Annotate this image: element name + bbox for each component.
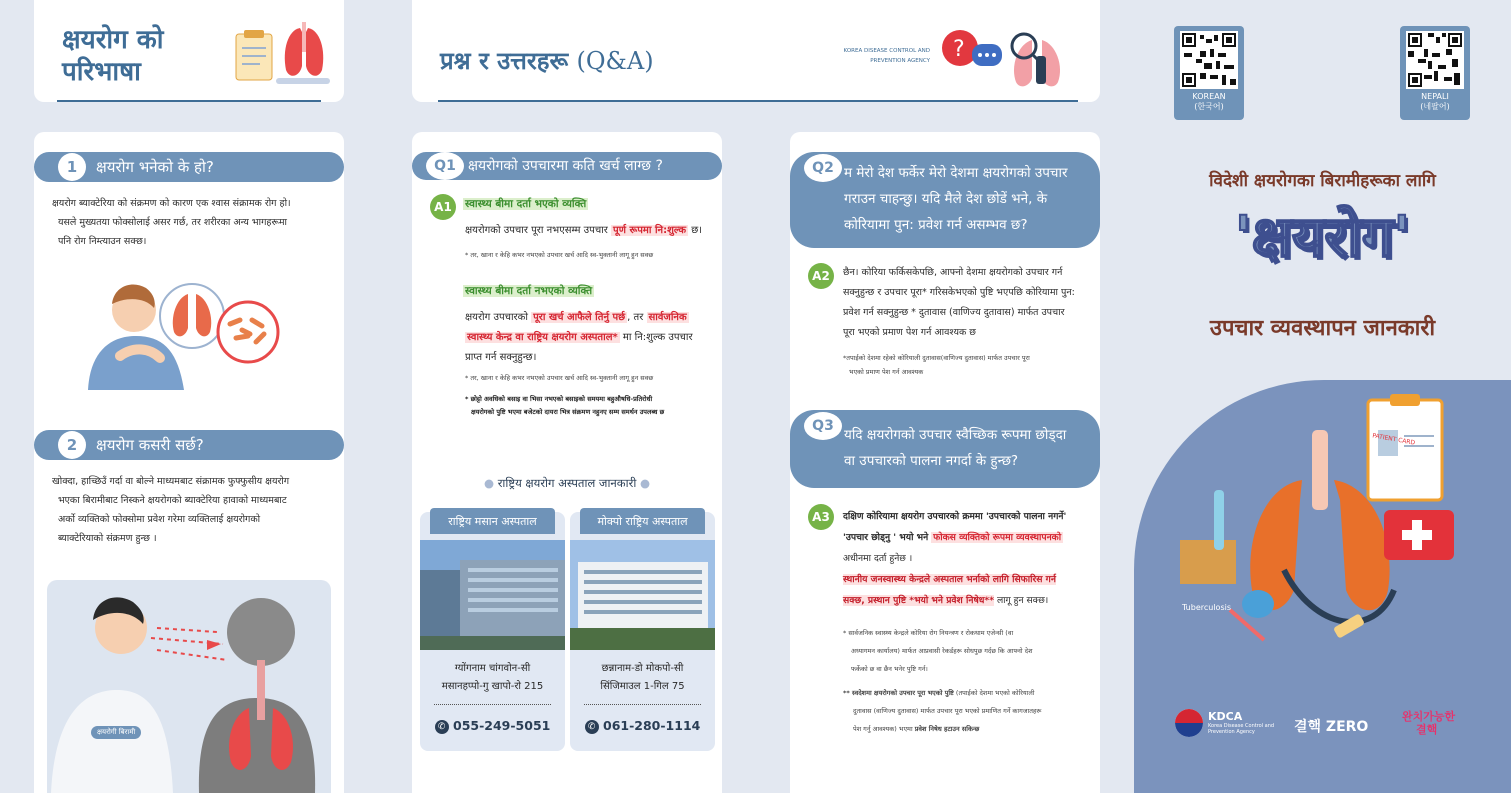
- a1-uninsured-label: स्वास्थ्य बीमा दर्ता नभएको व्यक्ति: [465, 285, 593, 297]
- cover-subtitle2: उपचार व्यवस्थापन जानकारी: [1209, 316, 1436, 341]
- panel1-header-line: [57, 100, 321, 102]
- qr-label: NEPALI (네팔어): [1420, 92, 1450, 111]
- phone-icon: ✆: [435, 720, 449, 734]
- hospital-address: ग्योंगनाम चांगवोन-सी मसानहप्पो-गु खापो-रो 215: [441, 663, 544, 692]
- section2-body: [52, 472, 337, 548]
- a3-note1: * सार्वजनिक स्वास्थ्य केन्द्रले कोरिया रोग नियन्त्रण र रोकथाम एजेन्सी (वा अध्यागमन कार्यालय) मार्फत आप्रवासी रेकर्डहरू सोधपुछ गर्दछ कि आफ्नो देश फर्केको छ वा छैन भनेर पुष्टि गर्न।: [843, 629, 1033, 673]
- section1-number: 1: [58, 153, 86, 181]
- zero-logo: 결핵 ZERO: [1294, 719, 1369, 735]
- divider: [434, 704, 551, 705]
- q3-badge: Q3: [804, 412, 842, 440]
- a1-insured-label: स्वास्थ्य बीमा दर्ता भएको व्यक्ति: [465, 198, 587, 210]
- a3-body: दक्षिण कोरियामा क्षयरोग उपचारको क्रममा 'उपचारको पालना नगर्ने' 'उपचार छोड्नु ' भयो भने फोकस व्यक्तिको रूपमा व्यवस्थापनको अधीनमा दर्ता हुनेछ । स्थानीय जनस्वास्थ्य केन्द्रले अस्पताल भर्नाको लागि सिफारिस गर्न सक्छ, प्रस्थान पुष्टि *भयो भने प्रवेश निषेध** लागू हुन सक्छ।: [843, 511, 1067, 606]
- cure-logo: 완치가능한 결핵: [1402, 710, 1456, 736]
- phone-icon: ✆: [585, 720, 599, 734]
- tuberculosis-label: Tuberculosis: [1182, 603, 1231, 612]
- hospital-name: मोक्पो राष्ट्रिय अस्पताल: [580, 508, 705, 534]
- qr-label: KOREAN (한국어): [1192, 92, 1226, 111]
- qr-code-icon: [1406, 31, 1464, 89]
- hospital-card-masan: [420, 512, 565, 751]
- a1-badge: A1: [430, 194, 456, 220]
- a1-insured-text: क्षयरोगको उपचार पूरा नभएसम्म उपचार पूर्ण रूपमा नि:शुल्क छ।: [465, 225, 703, 236]
- section1-body: [52, 194, 332, 251]
- qr-code-icon: [1180, 31, 1238, 89]
- q2-badge: Q2: [804, 154, 842, 182]
- lung-doctor-illustration: [230, 20, 330, 90]
- agency-name: KOREA DISEASE CONTROL AND PREVENTION AGENCY: [843, 48, 930, 64]
- section1-line: पनि रोग निम्त्याउन सक्छ।: [58, 236, 147, 247]
- hospital-phone: ✆ 055-249-5051: [420, 718, 565, 734]
- qa-lungs-illustration: [940, 26, 1080, 92]
- section2-line: अर्को व्यक्तिको फोक्सोमा प्रवेश गरेमा व्यक्तिलाई क्षयरोगको: [58, 514, 261, 525]
- q1-badge: Q1: [426, 152, 464, 180]
- a3-note2: ** स्वदेशमा क्षयरोगको उपचार पूरा भएको पुष्टि (तपाईको देशमा भएको कोरियाली दुतावास (वाणिज्य दुतावास) मार्फत उपचार पूरा भएको प्रमाणित गर्ने कागजातहरू पेश गर्नु आवश्यक) भएमा प्रवेश निषेध हटाउन सकिन्छ: [843, 689, 1042, 733]
- cover-main-title: 'क्षयरोग': [1234, 205, 1411, 270]
- a1-insured-note: * तर, खाना र केहि कभर नभएको उपचार खर्च आदि स्व-भुक्तानी लागू हुन सक्छ: [465, 251, 654, 259]
- person-with-lungs-illustration: [80, 272, 300, 392]
- a2-badge: A2: [808, 263, 834, 289]
- section2-line: खोक्दा, हाच्छिउँ गर्दा वा बोल्ने माध्यमबाट संक्रामक फुफ्फुसीय क्षयरोग: [52, 476, 290, 487]
- section1-line: यसले मुख्यतया फोक्सोलाई असर गर्छ, तर शरीरका अन्य भागहरूमा: [58, 217, 287, 228]
- coughing-transmission-icon: [47, 580, 331, 793]
- kdca-emblem-icon: [1174, 708, 1204, 738]
- q2-question: Q2 म मेरो देश फर्केर मेरो देशमा क्षयरोगको उपचार गराउन चाहन्छु। यदि मैले देश छोडें भने, के कोरियामा पुन: प्रवेश गर्न असम्भव छ?: [790, 152, 1100, 248]
- qr-korean[interactable]: [1174, 26, 1244, 120]
- panel1-title: क्षयरोग को परिभाषा: [62, 25, 164, 87]
- a3-badge: A3: [808, 504, 834, 530]
- divider: [584, 704, 701, 705]
- hospital-address: छन्नानाम-डो मोकपो-सी सिंजिमाउल 1-गिल 75: [600, 663, 685, 692]
- cover-subtitle: विदेशी क्षयरोगका बिरामीहरूका लागि: [1209, 171, 1436, 191]
- a2-note: *तपाईको देशमा रहेको कोरियाली दुतावास(वाणिज्य दुतावास) मार्फत उपचार पूरा भएको प्रमाण पेश गर्न आवश्यक: [843, 354, 1030, 376]
- hospital-card-mokpo: [570, 512, 715, 751]
- a2-body: छैन। कोरिया फर्किसकेपछि, आफ्नो देशमा क्षयरोगको उपचार गर्न सक्नुहुन्छ र उपचार पूरा* गरिसकेभएको पुष्टि भएपछि कोरियामा पुन: प्रवेश गर्न सक्नुहुन्छ * दुतावास (वाणिज्य दुतावास) मार्फत उपचार पूरा भएको प्रमाण पेश गर्न आवश्यक छ: [843, 267, 1075, 338]
- transmission-illustration-box: [47, 580, 331, 793]
- section2-line: भएका बिरामीबाट निस्कने क्षयरोगको ब्याक्टेरिया हावाको माध्यमबाट: [58, 495, 287, 506]
- q1-question: Q1 क्षयरोगको उपचारमा कति खर्च लाग्छ ?: [412, 152, 722, 180]
- section1-line: क्षयरोग ब्याक्टेरिया को संक्रमण को कारण एक श्वास संक्रामक रोग हो।: [52, 198, 291, 209]
- hospital-building-photo: [420, 540, 565, 650]
- section2-line: ब्याक्टेरियाको संक्रमण हुन्छ ।: [58, 533, 157, 544]
- panel2-title: प्रश्न र उत्तरहरू (Q&A): [440, 47, 654, 75]
- section1-heading: 1 क्षयरोग भनेको के हो?: [34, 152, 344, 182]
- a1-uninsured-note: * तर, खाना र केहि कभर नभएको उपचार खर्च आदि स्व-भुक्तानी लागू हुन सक्छ: [465, 374, 654, 382]
- lungs-lab-illustration: [1134, 390, 1511, 680]
- patient-card-label: PATIENT CARD: [1371, 432, 1416, 447]
- patient-tag: क्षयरोगी बिरामी: [91, 726, 141, 739]
- kdca-logo: KDCA Korea Disease Control and Prevention Agency: [1174, 708, 1274, 738]
- panel2-header-line: [438, 100, 1078, 102]
- svg-text:?: ?: [953, 37, 965, 62]
- a1-bold-note: * छोट्टो अवधिको बसाइ वा भिसा नभएको बसाइको समयमा बहुऔषधि-प्रतिरोधी क्षयरोगको पुष्टि भएमा बजेटको दायरा भित्र संक्रमण नहुनए सम्म समर्थन उपलब्ध छ: [465, 395, 665, 416]
- qr-nepali[interactable]: [1400, 26, 1470, 120]
- hospital-building-photo: [570, 540, 715, 650]
- hospital-name: राष्ट्रिय मसान अस्पताल: [430, 508, 555, 534]
- a1-uninsured-text: क्षयरोग उपचारको पूरा खर्च आफैले तिर्नु पर्छ , तर सार्वजनिक स्वास्थ्य केन्द्र वा राष्ट्रिय क्षयरोग अस्पताल* मा नि:शुल्क उपचार प्राप्त गर्न सक्नुहुन्छ।: [465, 312, 693, 363]
- hospital-phone: ✆ 061-280-1114: [570, 718, 715, 734]
- section2-heading: 2 क्षयरोग कसरी सर्छ?: [34, 430, 344, 460]
- hospital-section-title: ● राष्ट्रिय क्षयरोग अस्पताल जानकारी ●: [484, 476, 650, 490]
- section2-number: 2: [58, 431, 86, 459]
- q3-question: Q3 यदि क्षयरोगको उपचार स्वैच्छिक रूपमा छोड्दा वा उपचारको पालना नगर्दा के हुन्छ?: [790, 410, 1100, 488]
